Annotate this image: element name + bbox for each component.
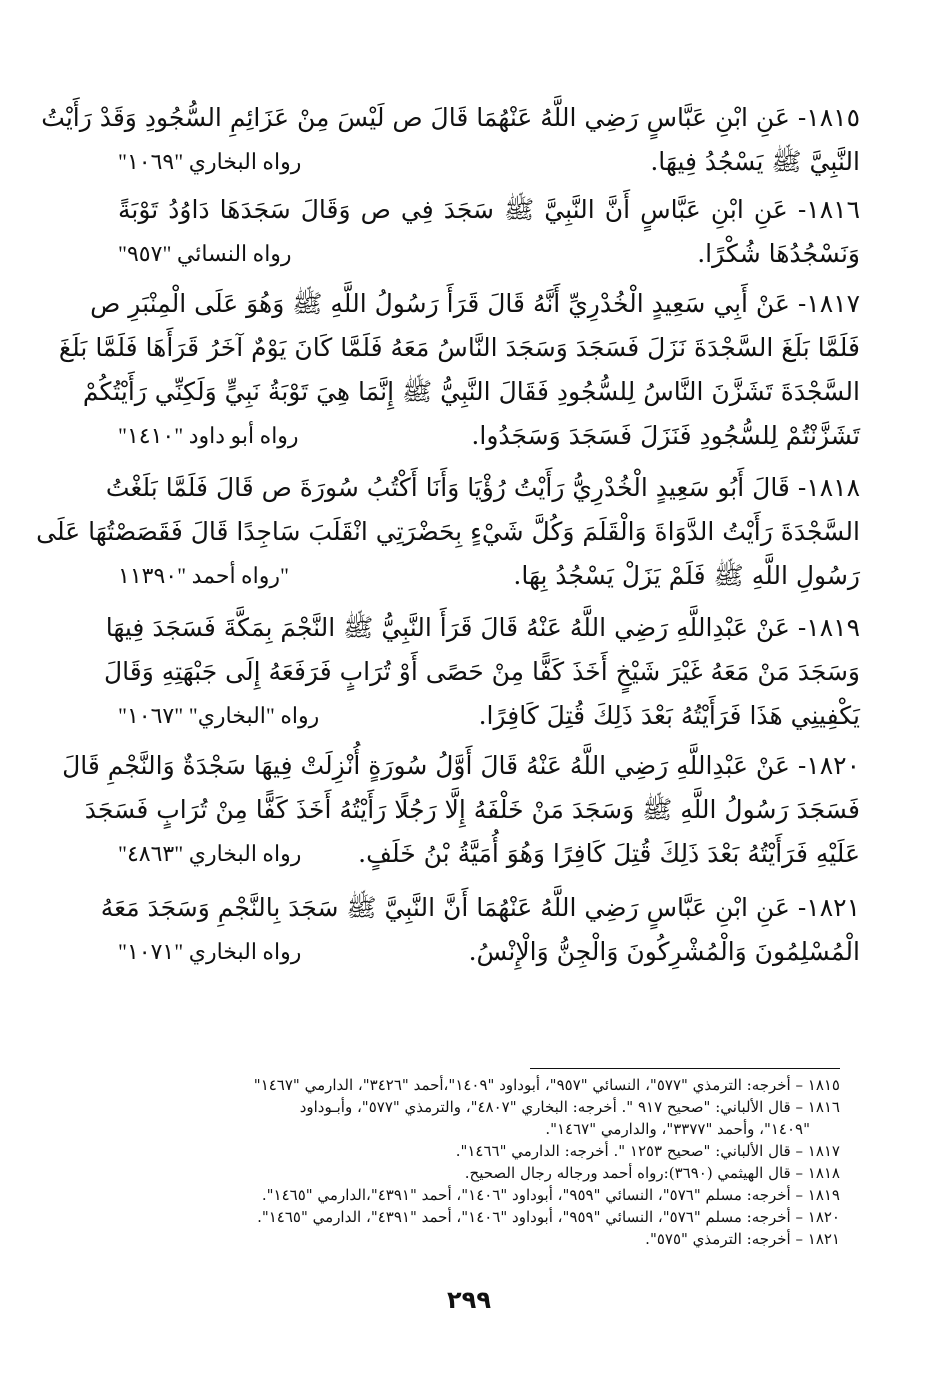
footnote: ١٨٢١ – أخرجه: الترمذي "٥٧٥". (645, 1230, 840, 1248)
hadith-line: فَسَجَدَ رَسُولُ اللَّهِ ﷺ وَسَجَدَ مَنْ خَلْفَهُ إِلَّا رَجُلًا رَأَيْتُهُ أَخَذَ كَفًّا مِنْ تُرَابٍ فَسَجَدَ (84, 795, 860, 824)
hadith-line: وَسَجَدَ مَنْ مَعَهُ غَيْرَ شَيْخٍ أَخَذَ كَفًّا مِنْ حَصًى أَوْ تُرَابٍ فَرَفَعَهُ إِلَى جَبْهَتِهِ وَقَالَ (103, 657, 860, 686)
hadith-source: رواه البخاري "١٠٧١" (118, 939, 302, 964)
hadith-line: ١٨١٥- عَنِ ابْنِ عَبَّاسٍ رَضِي اللَّهُ عَنْهُمَا قَالَ ص لَيْسَ مِنْ عَزَائِمِ السُّجُودِ وَقَدْ رَأَيْتُ (41, 103, 860, 132)
footnote-divider (530, 1068, 840, 1069)
hadith-last-line (118, 414, 860, 458)
footnotes (150, 1074, 840, 1250)
footnote: ١٨١٦ – قال الألباني: "صحيح ٩١٧ ". أخرجه: البخاري "٤٨٠٧"، والترمذي "٥٧٧"، وأبـوداود (299, 1098, 840, 1116)
hadith-last-line (118, 554, 860, 598)
hadith-line: ١٨٢٠- عَنْ عَبْدِاللَّهِ رَضِي اللَّهُ عَنْهُ قَالَ أَوَّلُ سُورَةٍ أُنْزِلَتْ فِيهَا سَجْدَةٌ وَالنَّجْمِ قَالَ (62, 751, 860, 780)
hadith-text: يَكْفِينِي هَذَا فَرَأَيْتُهُ بَعْدَ ذَلِكَ قُتِلَ كَافِرًا. (478, 701, 860, 730)
footnote: ١٨١٨ – قال الهيثمي (٣٦٩٠):رواه أحمد ورجاله رجال الصحيح. (464, 1164, 840, 1182)
page-number: ٢٩٩ (447, 1286, 491, 1314)
hadith-1816 (118, 188, 860, 276)
hadith-1820 (62, 744, 860, 876)
hadith-source: "رواه أحمد "١١٣٩٠ (118, 563, 289, 588)
hadith-line: ١٨١٦- عَنِ ابْنِ عَبَّاسٍ أَنَّ النَّبِيَّ ﷺ سَجَدَ فِي ص وَقَالَ سَجَدَهَا دَاوُدُ تَوْبَةً (118, 195, 860, 224)
hadith-text: وَنَسْجُدُهَا شُكْرًا. (697, 239, 860, 268)
hadith-line: السَّجْدَةَ رَأَيْتُ الدَّوَاةَ وَالْقَلَمَ وَكُلَّ شَيْءٍ بِحَضْرَتِي انْقَلَبَ سَاجِدًا قَالَ فَقَصَصْتُهَا عَلَى (36, 517, 860, 546)
hadith-text: تَشَزَّنْتُمْ لِلسُّجُودِ فَنَزَلَ فَسَجَدَ وَسَجَدُوا. (471, 421, 860, 450)
hadith-line: ١٨١٩- عَنْ عَبْدِاللَّهِ رَضِي اللَّهُ عَنْهُ قَالَ قَرَأَ النَّبِيُّ ﷺ النَّجْمَ بِمَكَّةَ فَسَجَدَ فِيهَا (105, 613, 860, 642)
hadith-text: رَسُولِ اللَّهِ ﷺ فَلَمْ يَزَلْ يَسْجُدُ بِهَا. (513, 561, 860, 590)
footnote: ١٨١٥ – أخرجه: الترمذي "٥٧٧"، النسائي "٩٥٧"، أبوداود "١٤٠٩"،أحمد "٣٤٢٦"، الدارمي "١٤٦٧" (253, 1076, 840, 1094)
hadith-1821 (100, 886, 860, 974)
hadith-last-line (118, 832, 860, 876)
hadith-source: رواه أبو داود "١٤١٠" (118, 423, 299, 448)
hadith-1819 (103, 606, 860, 738)
hadith-last-line (118, 140, 860, 184)
hadith-text: النَّبِيَّ ﷺ يَسْجُدُ فِيهَا. (650, 147, 860, 176)
hadith-source: رواه البخاري "١٠٦٩" (118, 149, 302, 174)
hadith-source: رواه "البخاري" "١٠٦٧" (118, 703, 320, 728)
footnote: ١٨٢٠ – أخرجه: مسلم "٥٧٦"، النسائي "٩٥٩"، أبوداود "١٤٠٦"، أحمد "٤٣٩١"، الدارمي "١٤٦٥". (257, 1208, 840, 1226)
hadith-line: ١٨٢١- عَنِ ابْنِ عَبَّاسٍ رَضِي اللَّهُ عَنْهُمَا أَنَّ النَّبِيَّ ﷺ سَجَدَ بِالنَّجْمِ وَسَجَدَ مَعَهُ (100, 893, 860, 922)
hadith-line: السَّجْدَةَ تَشَزَّنَ النَّاسُ لِلسُّجُودِ فَقَالَ النَّبِيُّ ﷺ إِنَّمَا هِيَ تَوْبَةُ نَبِيٍّ وَلَكِنِّي رَأَيْتُكُمْ (82, 377, 860, 406)
hadith-text: عَلَيْهِ فَرَأَيْتُهُ بَعْدَ ذَلِكَ قُتِلَ كَافِرًا وَهُوَ أُمَيَّةُ بْنُ خَلَفٍ. (358, 839, 860, 868)
hadith-last-line (118, 930, 860, 974)
hadith-source: رواه النسائي "٩٥٧" (118, 241, 292, 266)
hadith-1815 (41, 96, 860, 184)
footnote-continuation: "١٤٠٩"، وأحمد "٣٣٧٧"، والدارمي "١٤٦٧". (545, 1120, 810, 1138)
hadith-line: فَلَمَّا بَلَغَ السَّجْدَةَ نَزَلَ فَسَجَدَ وَسَجَدَ النَّاسُ مَعَهُ فَلَمَّا كَانَ يَوْمٌ آخَرُ قَرَأَهَا فَلَمَّا بَلَغَ (58, 333, 860, 362)
hadith-line: ١٨١٧- عَنْ أَبِي سَعِيدٍ الْخُدْرِيِّ أَنَّهُ قَالَ قَرَأَ رَسُولُ اللَّهِ ﷺ وَهُوَ عَلَى الْمِنْبَرِ ص (90, 289, 860, 318)
hadith-line: ١٨١٨- قَالَ أَبُو سَعِيدٍ الْخُدْرِيُّ رَأَيْتُ رُؤْيَا وَأَنَا أَكْتُبُ سُورَةَ ص قَالَ فَلَمَّا بَلَغْتُ (105, 473, 860, 502)
hadith-text: الْمُسْلِمُونَ وَالْمُشْرِكُونَ وَالْجِنُّ وَالْإِنْسُ. (468, 937, 860, 966)
footnote: ١٨١٩ – أخرجه: مسلم "٥٧٦"، النسائي "٩٥٩"، أبوداود "١٤٠٦"، أحمد "٤٣٩١"،الدارمي "١٤٦٥". (261, 1186, 840, 1204)
hadith-source: رواه البخاري "٤٨٦٣" (118, 841, 302, 866)
footnote: ١٨١٧ – قال الألباني: "صحيح ١٢٥٣ ". أخرجه: الدارمي "١٤٦٦". (455, 1142, 840, 1160)
hadith-1817 (58, 282, 860, 458)
hadith-last-line (118, 694, 860, 738)
hadith-last-line (118, 232, 860, 276)
hadith-1818 (36, 466, 860, 598)
